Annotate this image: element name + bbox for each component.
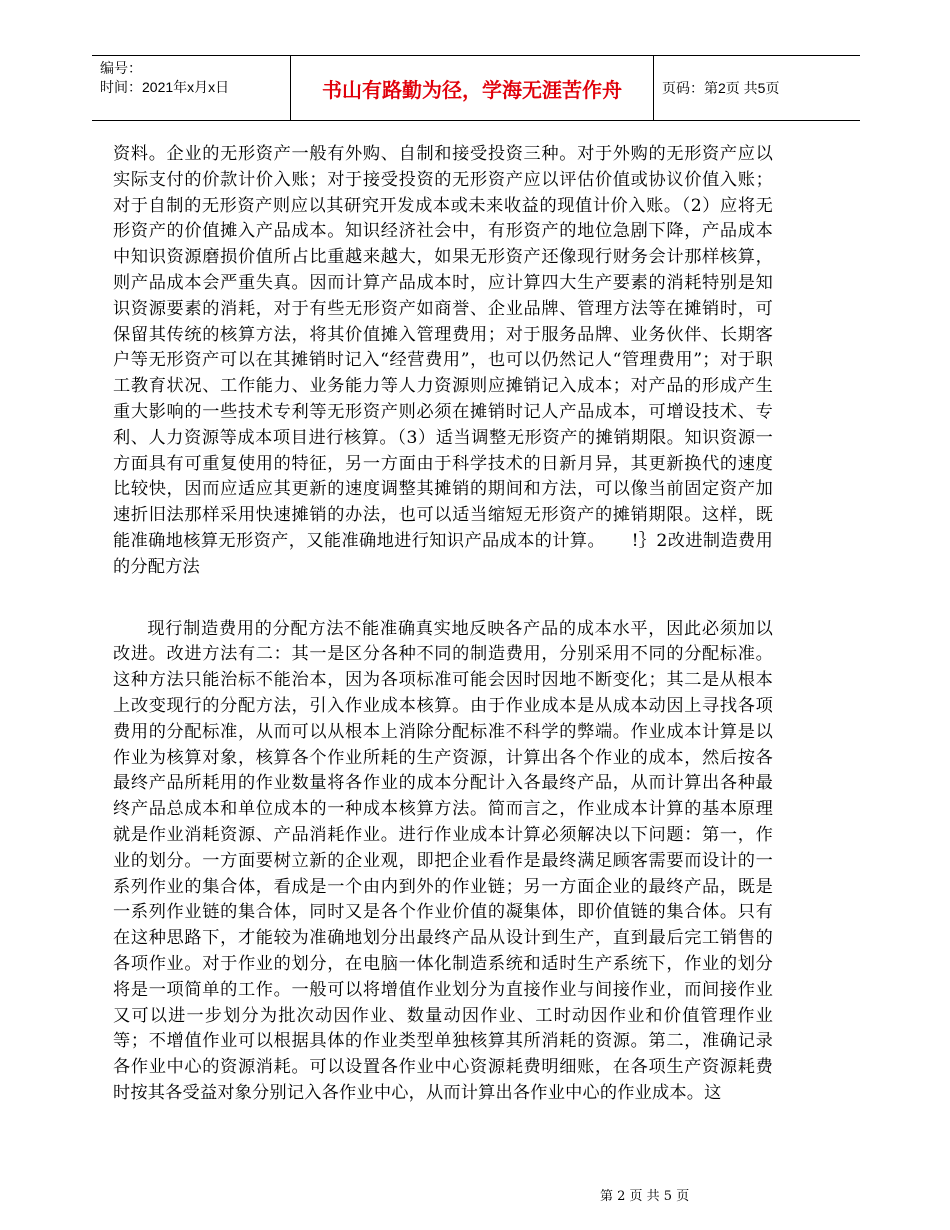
header-info-cell: [92, 56, 290, 120]
document-body: [113, 142, 773, 1107]
paragraph-intangible-assets: 资料。企业的无形资产一般有外购、自制和接受投资三种。对于外购的无形资产应以实际支付的价款计价入账；对于接受投资的无形资产应以评估价值或协议价值入账；对于自制的无形资产则应以其研究开发成本或未来收益的现值计价入账。（2）应将无形资产的价值摊入产品成本。知识经济社会中，有形资产的地位急剧下降，产品成本中知识资源磨损价值所占比重越来越大，如果无形资产还像现行财务会计那样核算，则产品成本会严重失真。因而计算产品成本时，应计算四大生产要素的消耗特别是知识资源要素的消耗，对于有些无形资产如商誉、企业品牌、管理方法等在摊销时，可保留其传统的核算方法，将其价值摊入管理费用；对于服务品牌、业务伙伴、长期客户等无形资产可以在其摊销时记入“经营费用”，也可以仍然记人“管理费用”；对于职工教育状况、工作能力、业务能力等人力资源则应摊销记入成本；对产品的形成产生重大影响的一些技术专利等无形资产则必须在摊销时记人产品成本，可增设技术、专利、人力资源等成本项目进行核算。（3）适当调整无形资产的摊销期限。知识资源一方面具有可重复使用的特征，另一方面由于科学技术的日新月异，其更新换代的速度比较快，因而应适应其更新的速度调整其摊销的期间和方法，可以像当前固定资产加速折旧法那样采用快速摊销的办法，也可以适当缩短无形资产的摊销期限。这样，既能准确地核算无形资产，又能准确地进行知识产品成本的计算。 !｝2改进制造费用的分配方法: [113, 144, 773, 577]
header-page-label: 页码：第2页 共5页: [662, 80, 780, 96]
paragraph-overhead-allocation: 现行制造费用的分配方法不能准确真实地反映各产品的成本水平，因此必须加以改进。改进方法有二：其一是区分各种不同的制造费用，分别采用不同的分配标准。这种方法只能治标不能治本，因为各项标准可能会因时因地不断变化；其二是从根本上改变现行的分配方法，引入作业成本核算。由于作业成本是从成本动因上寻找各项费用的分配标准，从而可以从根本上消除分配标准不科学的弊端。作业成本计算是以作业为核算对象，核算各个作业所耗的生产资源，计算出各个作业的成本，然后按各最终产品所耗用的作业数量将各作业的成本分配计入各最终产品，从而计算出各种最终产品总成本和单位成本的一种成本核算方法。简而言之，作业成本计算的基本原理就是作业消耗资源、产品消耗作业。进行作业成本计算必须解决以下问题：第一，作业的划分。一方面要树立新的企业观，即把企业看作是最终满足顾客需要而设计的一系列作业的集合体，看成是一个由内到外的作业链；另一方面企业的最终产品，既是一系列作业链的集合体，同时又是各个作业价值的凝集体，即价值链的集合体。只有在这种思路下，才能较为准确地划分出最终产品从设计到生产，直到最后完工销售的各项作业。对于作业的划分，在电脑一体化制造系统和适时生产系统下，作业的划分将是一项简单的工作。一般可以将增值作业划分为直接作业与间接作业，而间接作业又可以进一步划分为批次动因作业、数量动因作业、工时动因作业和价值管理作业等；不增值作业可以根据具体的作业类型单独核算其所消耗的资源。第二，准确记录各作业中心的资源消耗。可以设置各作业中心资源耗费明细账，在各项生产资源耗费时按其各受益对象分别记入各作业中心，从而计算出各作业中心的作业成本。这: [113, 618, 773, 1103]
page-header: [92, 55, 860, 121]
number-label: 编号：: [100, 60, 142, 76]
time-label: 时间：2021年x月x日: [100, 79, 230, 95]
page-footer: 第 2 页 共 5 页: [600, 1189, 690, 1204]
header-motto: 书山有路勤为径，学海无涯苦作舟: [290, 56, 654, 120]
